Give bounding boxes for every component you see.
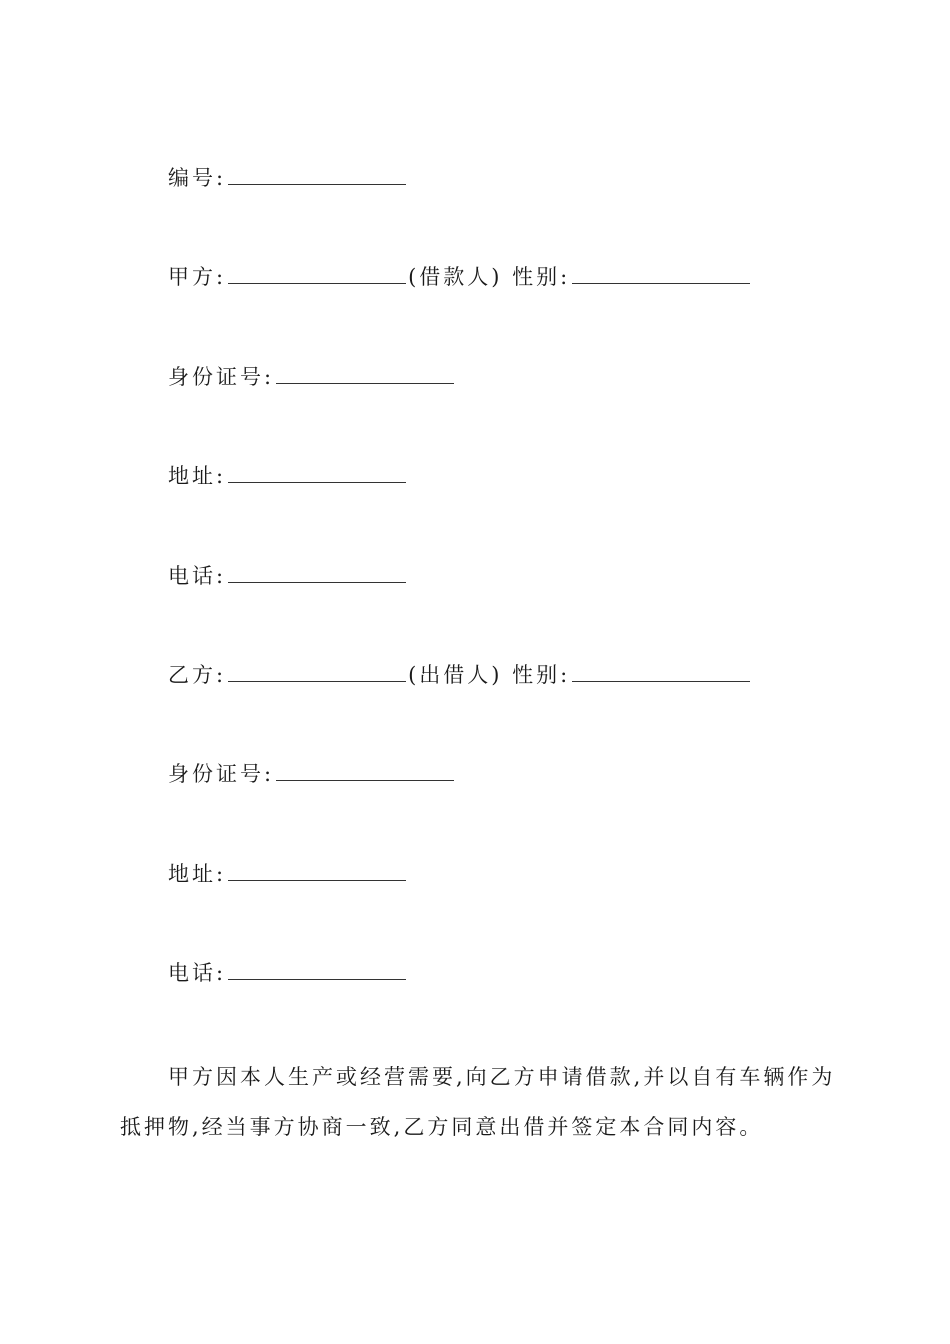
party-a-id-row <box>168 363 456 391</box>
party-b-phone-row <box>168 959 408 987</box>
party-a-phone-row <box>168 562 408 590</box>
party-b-phone-label: 电话: <box>168 961 227 985</box>
party-a-role: (借款人) <box>408 265 503 289</box>
party-b-address-blank <box>228 862 406 881</box>
party-a-phone-label: 电话: <box>168 564 227 588</box>
party-b-name-blank <box>228 663 406 682</box>
party-b-id-row <box>168 760 456 788</box>
number-blank <box>228 166 406 185</box>
party-b-id-label: 身份证号: <box>168 762 275 786</box>
party-b-phone-blank <box>228 961 406 980</box>
party-a-gender-label: 性别: <box>512 265 571 289</box>
party-a-gender-blank <box>572 265 750 284</box>
party-a-id-label: 身份证号: <box>168 365 275 389</box>
party-b-gender-label: 性别: <box>512 663 571 687</box>
party-a-row <box>168 263 752 291</box>
party-a-address-row <box>168 462 408 490</box>
party-b-gender-blank <box>572 663 750 682</box>
number-row <box>168 164 408 192</box>
party-b-role: (出借人) <box>408 663 503 687</box>
party-a-address-blank <box>228 464 406 483</box>
number-label: 编号: <box>168 166 227 190</box>
party-b-row <box>168 661 752 689</box>
party-a-name-blank <box>228 265 406 284</box>
party-a-phone-blank <box>228 564 406 583</box>
party-b-label: 乙方: <box>168 663 227 687</box>
agreement-paragraph: 甲方因本人生产或经营需要,向乙方申请借款,并以自有车辆作为抵押物,经当事方协商一致,乙方同意出借并签定本合同内容。 <box>120 1065 836 1139</box>
party-b-address-row <box>168 860 408 888</box>
party-b-id-blank <box>276 762 454 781</box>
party-b-address-label: 地址: <box>168 862 227 886</box>
party-a-address-label: 地址: <box>168 464 227 488</box>
party-a-id-blank <box>276 365 454 384</box>
party-a-label: 甲方: <box>168 265 227 289</box>
